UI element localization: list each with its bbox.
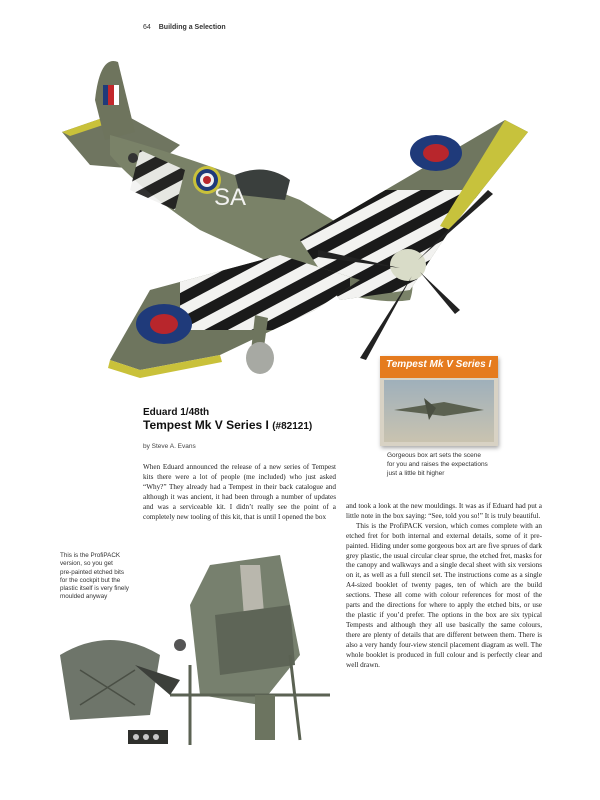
box-art-image <box>380 356 498 446</box>
box-art-caption-line-1: Gorgeous box art sets the scene <box>387 452 481 459</box>
body-column-2 <box>346 502 542 670</box>
parts-caption-line-3: pre-painted etched bits <box>60 568 125 576</box>
parts-caption-line-6: moulded anyway <box>60 593 108 601</box>
body-paragraph-2: This is the ProfiPACK version, which comes complete with an etched fret for both internal and external details, some of it pre-painted. Hiding under some gorgeous box art are five sprues of dark grey plastic, the usual circular clear sprue, the etched fret, masks for the canopy and walkways and a single decal sheet with six versions on it, as well as a full stencil set. The instructions come as a single A4-sized booklet of twenty pages, ten of which are the build sections. These all come with colour references for most of the parts and the directions for where to apply the etched bits, or use the plastic if you’d prefer. The options in the box are six typical Tempests and although they all use basically the same colours, there are plenty of details that are different between them. There is also a very handy four-view stencil placement diagram as well. The whole booklet is produced in full colour and is perfectly clear and well drawn. <box>346 521 542 669</box>
box-art-caption <box>387 451 507 478</box>
box-art-painting <box>384 380 494 442</box>
section-title: Building a Selection <box>158 24 226 31</box>
parts-caption-line-1: This is the ProfiPACK <box>60 552 121 559</box>
parts-caption <box>60 552 146 602</box>
body-paragraph-1-continued: and took a look at the new mouldings. It was as if Eduard had put a little note in the box saying: “See, told you so!” It is truly beautiful. <box>346 502 542 520</box>
kit-maker-scale: Eduard 1/48th <box>143 407 210 418</box>
kit-name: Tempest Mk V Series I <box>143 418 269 432</box>
kit-code: (#82121) <box>272 421 313 432</box>
byline: by Steve A. Evans <box>143 443 196 450</box>
tempest-model-photo <box>0 40 600 410</box>
parts-caption-line-4: for the cockpit but the <box>60 576 121 584</box>
running-header <box>143 24 226 31</box>
parts-caption-line-2: version, so you get <box>60 560 113 568</box>
body-column-1 <box>143 463 336 522</box>
body-paragraph-1: When Eduard announced the release of a new series of Tempest kits there were a lot of people (me included) who just asked “Why?” They already had a Tempest in their back catalogue and although it was ancient, it had been through a number of updates and was a serviceable kit. I didn’t really see the point of a completely new tooling of this kit, that is until I opened the box <box>143 463 336 521</box>
box-art-caption-line-3: just a little bit higher <box>387 470 445 477</box>
parts-caption-line-5: plastic itself is very finely <box>60 585 129 593</box>
aircraft-code-letters: SA <box>214 184 247 211</box>
kit-title <box>143 418 312 432</box>
box-art-title: Tempest Mk V Series I <box>386 359 492 370</box>
box-art-caption-line-2: for you and raises the expectations <box>387 461 488 468</box>
page-number: 64 <box>143 24 151 31</box>
